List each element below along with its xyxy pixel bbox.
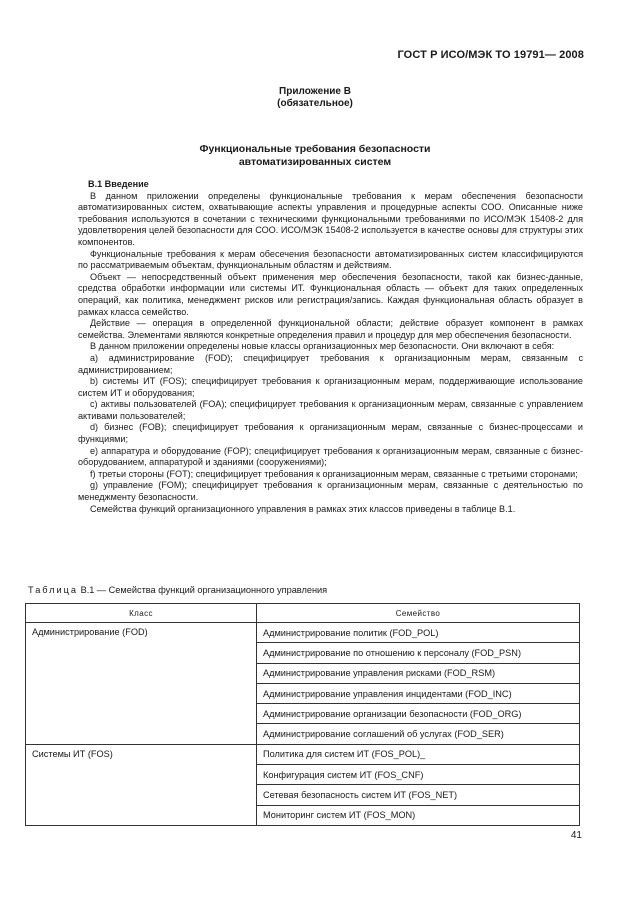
paragraph: В данном приложении определены функциональные требования к мерам обеспечения безопасности автоматизированных систем, охватывающие аспекты управления и процедурные аспекты СОО. Описанные ниже требования используются в сочетании с техническими функциональными требованиями по ИСО/МЭК 15408-2 для удовлетворения целей безопасности для СОО. ИСО/МЭК 15408-2 используется в качестве основы для структуры этих компонентов. bbox=[78, 190, 583, 247]
list-item: f) третьи стороны (FOT); специфицирует требования к организационным мерам, связанные с третьими сторонами; bbox=[90, 468, 578, 479]
family-cell: Администрирование политик (FOD_POL) bbox=[257, 623, 580, 643]
families-table bbox=[25, 603, 580, 826]
family-cell: Мониторинг систем ИТ (FOS_MON) bbox=[257, 805, 580, 825]
paragraph: В данном приложении определены новые классы организационных мер безопасности. Они включают в себя: bbox=[90, 341, 555, 352]
list-item: g) управление (FOM); специфицирует требования к организационным мерам, связанные с деятельностью по менеджменту безопасности. bbox=[78, 480, 583, 503]
list-item: е) аппаратура и оборудование (FOP); специфицирует требования к организационным мерам, связанные с бизнес-оборудованием, аппаратурой и зданиями (сооружениями); bbox=[78, 445, 583, 468]
class-cell: Системы ИТ (FOS) bbox=[26, 744, 257, 825]
table-caption-prefix: Таблица bbox=[28, 585, 79, 595]
section-heading: В.1 Введение bbox=[88, 179, 149, 189]
table-caption bbox=[28, 585, 327, 595]
document-code: ГОСТ Р ИСО/МЭК ТО 19791— 2008 bbox=[397, 49, 584, 61]
family-cell: Администрирование организации безопасности (FOD_ORG) bbox=[257, 704, 580, 724]
page-title-line2: автоматизированных систем bbox=[238, 156, 392, 168]
table-caption-text: В.1 — Семейства функций организационного управления bbox=[78, 585, 328, 595]
column-header-class: Класс bbox=[26, 604, 257, 623]
list-item: а) администрирование (FOD); специфицирует требования к организационным мерам, связанным с администрированием; bbox=[78, 352, 583, 375]
table-row bbox=[26, 623, 580, 643]
annex-title: Приложение В bbox=[279, 86, 351, 97]
family-cell: Администрирование управления рисками (FOD_RSM) bbox=[257, 663, 580, 683]
table-row bbox=[26, 744, 580, 764]
page-title-line1: Функциональные требования безопасности bbox=[199, 143, 431, 155]
table-header-row bbox=[26, 604, 580, 623]
paragraph: Семейства функций организационного управления в рамках этих классов приведены в таблице В.1. bbox=[90, 503, 516, 514]
family-cell: Администрирование соглашений об услугах (FOD_SER) bbox=[257, 724, 580, 744]
list-item: d) бизнес (FOB); специфицирует требования к организационным мерам, связанные с бизнес-процессами и функциями; bbox=[78, 422, 583, 445]
list-item: b) системы ИТ (FOS); специфицирует требования к организационным мерам, поддерживающие использование систем ИТ и оборудования; bbox=[78, 376, 583, 398]
document-body bbox=[78, 179, 583, 515]
family-cell: Сетевая безопасность систем ИТ (FOS_NET) bbox=[257, 785, 580, 805]
list-item: с) активы пользователей (FOA); специфицирует требования к организационным мерам, связанные с управлением активами пользователей; bbox=[78, 399, 583, 421]
paragraph: Функциональные требования к мерам обесечения безопасности автоматизированных систем классифицируются по рассматриваемым объектам, функциональным областям и действиям. bbox=[78, 248, 583, 271]
page-number: 41 bbox=[570, 830, 582, 841]
column-header-family: Семейство bbox=[257, 604, 580, 623]
family-cell: Политика для систем ИТ (FOS_POL)_ bbox=[257, 744, 580, 764]
family-cell: Конфигурация систем ИТ (FOS_CNF) bbox=[257, 765, 580, 785]
annex-status: (обязательное) bbox=[277, 98, 353, 109]
paragraph: Действие — операция в определенной функциональной области; действие образует компонент в рамках семейства. Элементами являются конкретные определения правил и процедур для мер обеспечения безопасности. bbox=[78, 318, 583, 340]
family-cell: Администрирование по отношению к персоналу (FOD_PSN) bbox=[257, 643, 580, 663]
family-cell: Администрирование управления инцидентами (FOD_INC) bbox=[257, 683, 580, 703]
class-cell: Администрирование (FOD) bbox=[26, 623, 257, 745]
paragraph: Объект — непосредственный объект применения мер обеспечения безопасности, такой как бизнес-данные, средства обработки информации или системы ИТ. Функциональная область — объект для таких определенных операций, как политика, менеджмент рисков или регистрация/запись. Каждая функциональная область образует в рамках класса семейство. bbox=[78, 271, 583, 317]
